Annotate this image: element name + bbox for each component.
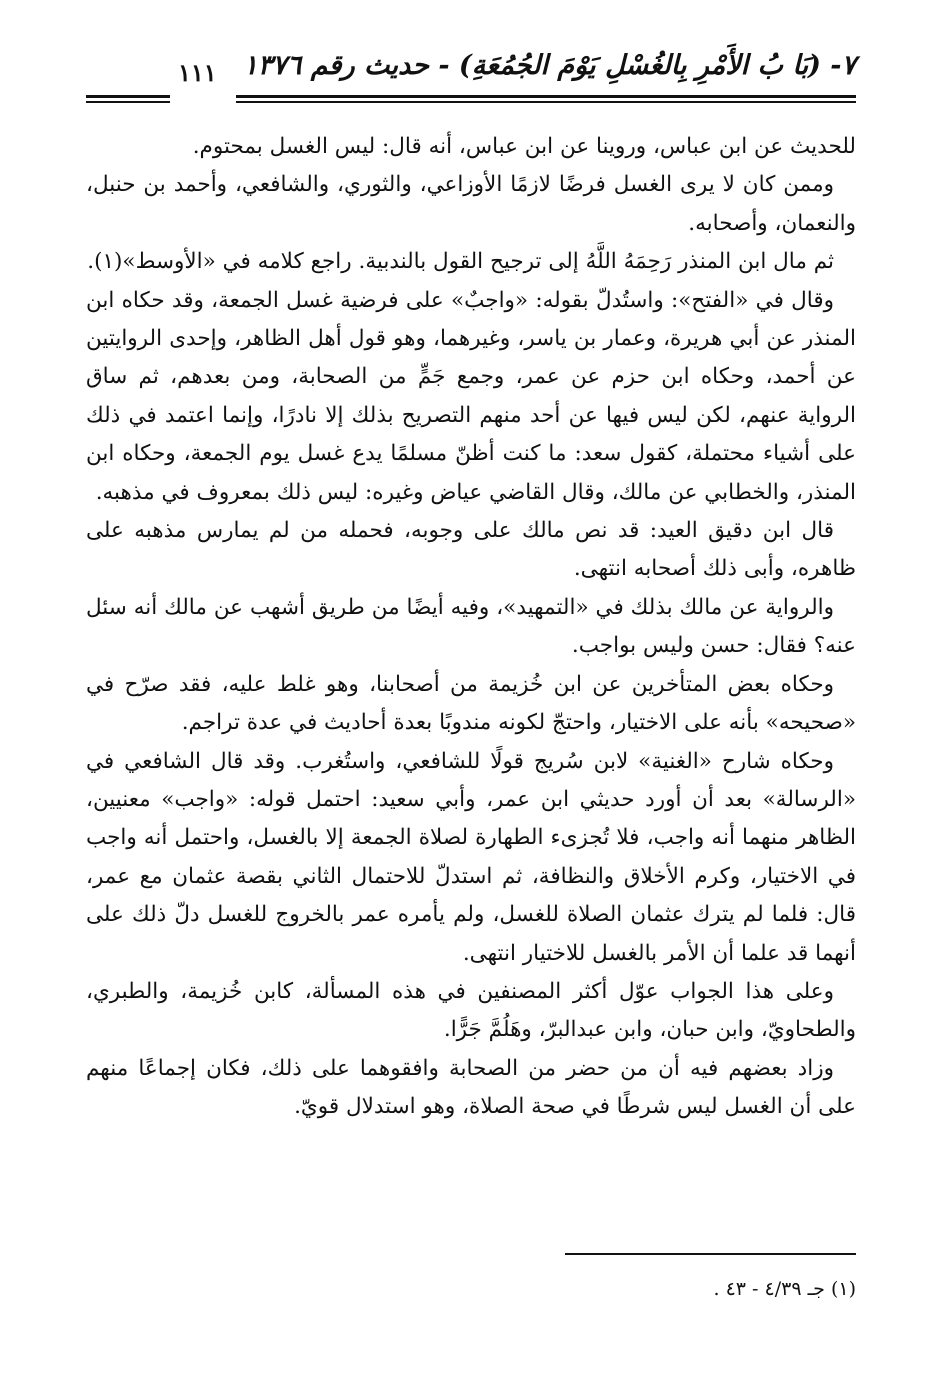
running-header xyxy=(86,50,856,90)
paragraph: وحكاه بعض المتأخرين عن ابن خُزيمة من أصحابنا، وهو غلط عليه، فقد صرّح في «صحيحه» بأنه على الاختيار، واحتجّ لكونه مندوبًا بعدة أحاديث في عدة تراجم. xyxy=(86,671,856,736)
paragraph: وممن كان لا يرى الغسل فرضًا لازمًا الأوزاعي، والثوري، والشافعي، وأحمد بن حنبل، والنعمان، وأصحابه. xyxy=(86,172,856,236)
footnote-separator xyxy=(565,1253,856,1255)
body-text xyxy=(86,128,856,1127)
header-title: ٧- (بَا بُ الأَمْرِ بِالغُسْلِ يَوْمَ الجُمُعَةِ) - حديث رقم ١٣٧٦ xyxy=(243,50,856,81)
paragraph: وعلى هذا الجواب عوّل أكثر المصنفين في هذه المسألة، كابن خُزيمة، والطبري، والطحاويّ، وابن حبان، وابن عبدالبرّ، وهَلُمَّ جَرًّا. xyxy=(86,978,856,1043)
header-rule-thick xyxy=(236,95,856,98)
paragraph: ثم مال ابن المنذر رَحِمَهُ اللَّهُ إلى ترجيح القول بالندبية. راجع كلامه في «الأوسط»(١). xyxy=(87,249,834,275)
paragraph: والرواية عن مالك بذلك في «التمهيد»، وفيه أيضًا من طريق أشهب عن مالك أنه سئل عنه؟ فقال: حسن وليس بواجب. xyxy=(86,594,856,659)
paragraph: وحكاه شارح «الغنية» لابن سُريج قولًا للشافعي، واستُغرب. وقد قال الشافعي في «الرسالة» بعد أن أورد حديثي ابن عمر، وأبي سعيد: احتمل قوله: «واجب» معنيين، الظاهر منهما أنه واجب، فلا تُجزىء الطهارة لصلاة الجمعة إلا بالغسل، واحتمل أنه واجب في الاختيار، وكرم الأخلاق والنظافة، ثم استدلّ للاحتمال الثاني بقصة عثمان مع عمر، قال: فلما لم يترك عثمان الصلاة للغسل، ولم يأمره عمر بالخروج للغسل دلّ ذلك على أنهما قد علما أن الأمر بالغسل للاختيار انتهى. xyxy=(86,748,856,966)
paragraph: للحديث عن ابن عباس، وروينا عن ابن عباس، أنه قال: ليس الغسل بمحتوم. xyxy=(192,134,856,159)
paragraph: وقال في «الفتح»: واستُدلّ بقوله: «واجبٌ» على فرضية غسل الجمعة، وقد حكاه ابن المنذر عن أبي هريرة، وعمار بن ياسر، وغيرهما، وهو قول أهل الظاهر، وإحدى الروايتين عن أحمد، وحكاه ابن حزم عن عمر، وجمع جَمٍّ من الصحابة، ومن بعدهم، ثم ساق الرواية عنهم، لكن ليس فيها عن أحد منهم التصريح بذلك إلا نادرًا، وإنما اعتمد في ذلك على أشياء محتملة، كقول سعد: ما كنت أظنّ مسلمًا يدع غسل يوم الجمعة، وحكاه ابن المنذر، والخطابي عن مالك، وقال القاضي عياض وغيره: ليس ذلك بمعروف في مذهبه. xyxy=(86,287,856,505)
page-number-rule-thin xyxy=(86,101,170,103)
footnote: (١) جـ ٤/٣٩ - ٤٣ . xyxy=(713,1278,856,1300)
paragraph: قال ابن دقيق العيد: قد نص مالك على وجوبه، فحمله من لم يمارس مذهبه على ظاهره، وأبى ذلك أصحابه انتهى. xyxy=(86,518,856,582)
page-number: ١١١ xyxy=(178,58,217,87)
paragraph: وزاد بعضهم فيه أن من حضر من الصحابة وافقوهما على ذلك، فكان إجماعًا منهم على أن الغسل ليس شرطًا في صحة الصلاة، وهو استدلال قويّ. xyxy=(86,1055,856,1120)
page-number-rule-thick xyxy=(86,95,170,98)
header-rule-thin xyxy=(236,101,856,103)
